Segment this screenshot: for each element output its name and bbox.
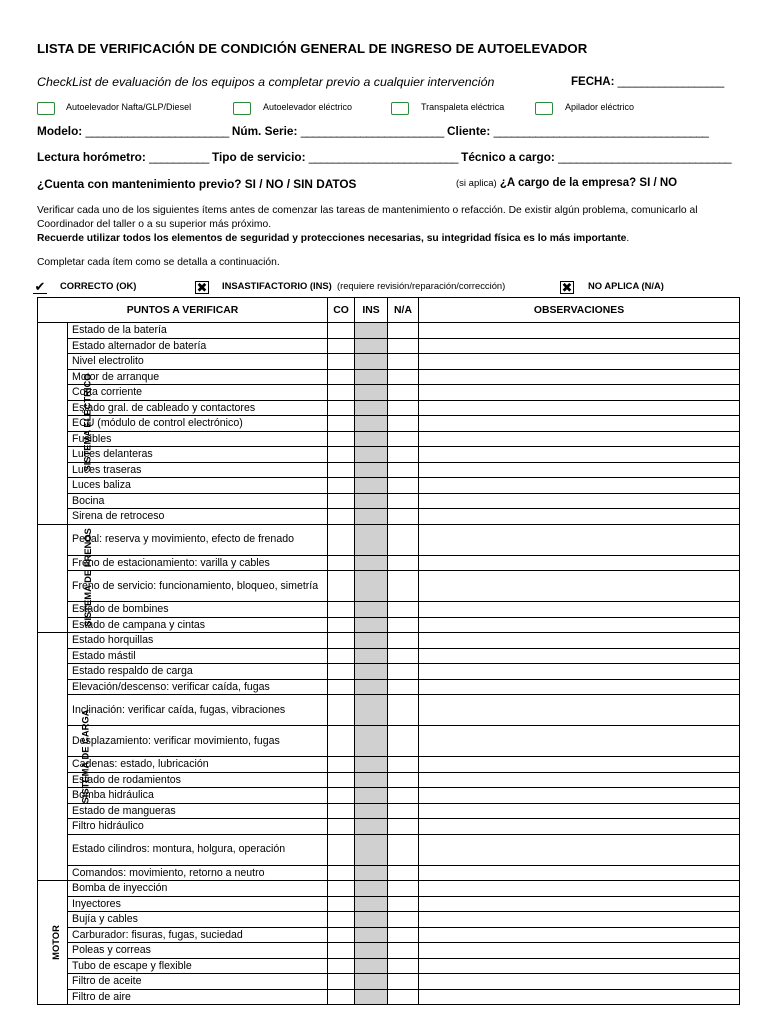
check-item-label: Filtro hidráulico: [68, 819, 328, 835]
check-item-label: Filtro de aceite: [68, 974, 328, 990]
na-cell[interactable]: [388, 788, 419, 804]
obs-cell[interactable]: [419, 478, 740, 494]
check-item-label: Tubo de escape y flexible: [68, 958, 328, 974]
na-cell[interactable]: [388, 974, 419, 990]
obs-cell[interactable]: [419, 447, 740, 463]
na-cell[interactable]: [388, 912, 419, 928]
co-cell[interactable]: [328, 385, 355, 401]
na-cell[interactable]: [388, 447, 419, 463]
check-item-label: Luces baliza: [68, 478, 328, 494]
fecha-line[interactable]: __________________: [617, 76, 724, 88]
ins-cell[interactable]: [355, 524, 388, 555]
co-cell[interactable]: [328, 478, 355, 494]
na-cell[interactable]: [388, 416, 419, 432]
recuerde-end: .: [626, 233, 630, 244]
co-cell[interactable]: [328, 633, 355, 649]
obs-cell[interactable]: [419, 788, 740, 804]
equipment-checkbox-electrico[interactable]: [233, 102, 251, 115]
fields-row-2: [37, 150, 731, 164]
legend-ins-label: INSASTIFACTORIO (INS): [222, 280, 332, 291]
na-cell[interactable]: [388, 819, 419, 835]
table-row: [38, 462, 740, 478]
co-cell[interactable]: [328, 400, 355, 416]
na-cell[interactable]: [388, 726, 419, 757]
obs-cell[interactable]: [419, 834, 740, 865]
obs-cell[interactable]: [419, 989, 740, 1005]
na-cell[interactable]: [388, 803, 419, 819]
na-cell[interactable]: [388, 617, 419, 633]
obs-cell[interactable]: [419, 385, 740, 401]
ins-cell[interactable]: [355, 462, 388, 478]
na-cell[interactable]: [388, 834, 419, 865]
serie-input[interactable]: ________________________: [300, 124, 444, 138]
ins-cell[interactable]: [355, 943, 388, 959]
obs-cell[interactable]: [419, 943, 740, 959]
check-item-label: Estado de bombines: [68, 602, 328, 618]
table-row: [38, 881, 740, 897]
table-row: [38, 509, 740, 525]
check-item-label: Poleas y correas: [68, 943, 328, 959]
obs-cell[interactable]: [419, 648, 740, 664]
checklist-table: [37, 297, 740, 1005]
legend-ins: [222, 280, 505, 291]
na-cell[interactable]: [388, 679, 419, 695]
co-cell[interactable]: [328, 865, 355, 881]
ins-cell[interactable]: [355, 803, 388, 819]
co-cell[interactable]: [328, 819, 355, 835]
ins-cell[interactable]: [355, 664, 388, 680]
na-cell[interactable]: [388, 462, 419, 478]
ins-cell[interactable]: [355, 571, 388, 602]
ins-cell[interactable]: [355, 555, 388, 571]
obs-cell[interactable]: [419, 679, 740, 695]
ins-cell[interactable]: [355, 323, 388, 339]
cliente-label: Cliente:: [447, 124, 491, 138]
co-cell[interactable]: [328, 338, 355, 354]
horometro-input[interactable]: __________: [149, 150, 209, 164]
check-item-label: Carburador: fisuras, fugas, suciedad: [68, 927, 328, 943]
cross-box-icon: ✖: [561, 280, 573, 295]
obs-cell[interactable]: [419, 602, 740, 618]
obs-cell[interactable]: [419, 338, 740, 354]
co-cell[interactable]: [328, 772, 355, 788]
ins-cell[interactable]: [355, 757, 388, 773]
co-cell[interactable]: [328, 943, 355, 959]
ins-cell[interactable]: [355, 338, 388, 354]
table-row: [38, 974, 740, 990]
table-row: [38, 819, 740, 835]
co-cell[interactable]: [328, 648, 355, 664]
na-cell[interactable]: [388, 478, 419, 494]
obs-cell[interactable]: [419, 974, 740, 990]
co-cell[interactable]: [328, 896, 355, 912]
legend-ins-note: (requiere revisión/reparación/corrección): [336, 280, 506, 291]
ins-cell[interactable]: [355, 633, 388, 649]
co-cell[interactable]: [328, 974, 355, 990]
table-row: [38, 679, 740, 695]
ins-cell[interactable]: [355, 354, 388, 370]
check-item-label: Estado respaldo de carga: [68, 664, 328, 680]
co-cell[interactable]: [328, 354, 355, 370]
co-cell[interactable]: [328, 447, 355, 463]
obs-cell[interactable]: [419, 865, 740, 881]
ins-cell[interactable]: [355, 772, 388, 788]
check-item-label: Estado de rodamientos: [68, 772, 328, 788]
table-header-row: [38, 298, 740, 323]
table-row: [38, 493, 740, 509]
table-row: [38, 803, 740, 819]
check-item-label: Comandos: movimiento, retorno a neutro: [68, 865, 328, 881]
ins-cell[interactable]: [355, 509, 388, 525]
table-row: [38, 664, 740, 680]
check-item-label: Inclinación: verificar caída, fugas, vibraciones: [68, 695, 328, 726]
verificar-text: Verificar cada uno de los siguientes ítems antes de comenzar las tareas de mantenimiento o refacción. De existir algún problema, comunicarlo al Coordinador del taller o a su superior más próximo.: [37, 205, 698, 230]
obs-cell[interactable]: [419, 819, 740, 835]
check-item-label: Estado gral. de cableado y contactores: [68, 400, 328, 416]
check-item-label: Filtro de aire: [68, 989, 328, 1005]
co-cell[interactable]: [328, 958, 355, 974]
equipment-checkbox-apilador[interactable]: [535, 102, 553, 115]
co-cell[interactable]: [328, 803, 355, 819]
tecnico-input[interactable]: _____________________________: [558, 150, 732, 164]
obs-cell[interactable]: [419, 803, 740, 819]
table-row: [38, 416, 740, 432]
na-cell[interactable]: [388, 509, 419, 525]
ins-cell[interactable]: [355, 602, 388, 618]
section-label-cell: [38, 881, 68, 1005]
na-cell[interactable]: [388, 772, 419, 788]
obs-cell[interactable]: [419, 726, 740, 757]
table-row: [38, 385, 740, 401]
obs-cell[interactable]: [419, 927, 740, 943]
table-row: [38, 958, 740, 974]
header-na: N/A: [388, 298, 419, 323]
na-cell[interactable]: [388, 369, 419, 385]
obs-cell[interactable]: [419, 431, 740, 447]
checkmark-icon: ✔: [34, 279, 46, 294]
legend-ok-label: CORRECTO (OK): [60, 280, 137, 291]
check-item-label: Estado horquillas: [68, 633, 328, 649]
ins-cell[interactable]: [355, 881, 388, 897]
check-item-label: Luces traseras: [68, 462, 328, 478]
co-cell[interactable]: [328, 912, 355, 928]
na-cell[interactable]: [388, 695, 419, 726]
header-puntos: PUNTOS A VERIFICAR: [38, 298, 328, 323]
check-item-label: Fusibles: [68, 431, 328, 447]
obs-cell[interactable]: [419, 896, 740, 912]
co-cell[interactable]: [328, 927, 355, 943]
modelo-input[interactable]: ________________________: [85, 124, 229, 138]
check-item-label: Bujía y cables: [68, 912, 328, 928]
equipment-label-nafta: Autoelevador Nafta/GLP/Diesel: [66, 102, 192, 112]
obs-cell[interactable]: [419, 323, 740, 339]
ins-cell[interactable]: [355, 400, 388, 416]
modelo-label: Modelo:: [37, 124, 83, 138]
co-cell[interactable]: [328, 369, 355, 385]
co-cell[interactable]: [328, 571, 355, 602]
table-row: [38, 788, 740, 804]
table-row: [38, 834, 740, 865]
check-item-label: Freno de estacionamiento: varilla y cables: [68, 555, 328, 571]
na-cell[interactable]: [388, 865, 419, 881]
mantenimiento-previo[interactable]: ¿Cuenta con mantenimiento previo? SI / NO / SIN DATOS: [37, 177, 357, 191]
cliente-input[interactable]: ____________________________________: [493, 124, 709, 138]
na-cell[interactable]: [388, 385, 419, 401]
ins-cell[interactable]: [355, 385, 388, 401]
equipment-checkbox-nafta[interactable]: [37, 102, 55, 115]
table-row: [38, 865, 740, 881]
table-row: [38, 369, 740, 385]
obs-cell[interactable]: [419, 633, 740, 649]
obs-cell[interactable]: [419, 757, 740, 773]
table-row: [38, 943, 740, 959]
co-cell[interactable]: [328, 323, 355, 339]
ins-cell[interactable]: [355, 927, 388, 943]
equipment-checkbox-transpaleta[interactable]: [391, 102, 409, 115]
check-item-label: Pedal: reserva y movimiento, efecto de frenado: [68, 524, 328, 555]
servicio-input[interactable]: _________________________: [308, 150, 458, 164]
horometro-label: Lectura horómetro:: [37, 150, 146, 164]
obs-cell[interactable]: [419, 354, 740, 370]
na-cell[interactable]: [388, 602, 419, 618]
obs-cell[interactable]: [419, 617, 740, 633]
obs-cell[interactable]: [419, 416, 740, 432]
table-row: [38, 989, 740, 1005]
a-cargo-field[interactable]: [456, 177, 677, 189]
co-cell[interactable]: [328, 989, 355, 1005]
co-cell[interactable]: [328, 416, 355, 432]
obs-cell[interactable]: [419, 571, 740, 602]
equipment-label-apilador: Apilador eléctrico: [565, 102, 635, 112]
table-row: [38, 354, 740, 370]
co-cell[interactable]: [328, 617, 355, 633]
na-cell[interactable]: [388, 757, 419, 773]
form-title: LISTA DE VERIFICACIÓN DE CONDICIÓN GENERAL DE INGRESO DE AUTOELEVADOR: [37, 41, 588, 56]
na-cell[interactable]: [388, 896, 419, 912]
na-cell[interactable]: [388, 943, 419, 959]
na-cell[interactable]: [388, 338, 419, 354]
check-item-label: Motor de arranque: [68, 369, 328, 385]
na-cell[interactable]: [388, 648, 419, 664]
section-label: SISTEMA ELÉCTRICO: [81, 373, 93, 472]
na-cell[interactable]: [388, 881, 419, 897]
check-item-label: Estado cilindros: montura, holgura, operación: [68, 834, 328, 865]
co-cell[interactable]: [328, 431, 355, 447]
table-row: [38, 571, 740, 602]
ins-cell[interactable]: [355, 819, 388, 835]
check-item-label: Cadenas: estado, lubricación: [68, 757, 328, 773]
ins-cell[interactable]: [355, 447, 388, 463]
ins-cell[interactable]: [355, 974, 388, 990]
co-cell[interactable]: [328, 602, 355, 618]
co-cell[interactable]: [328, 726, 355, 757]
ins-cell[interactable]: [355, 478, 388, 494]
co-cell[interactable]: [328, 555, 355, 571]
header-co: CO: [328, 298, 355, 323]
form-subtitle: CheckList de evaluación de los equipos a completar previo a cualquier intervención: [37, 75, 495, 89]
table-row: [38, 602, 740, 618]
ins-cell[interactable]: [355, 912, 388, 928]
equipment-label-electrico: Autoelevador eléctrico: [263, 102, 353, 112]
na-cell[interactable]: [388, 400, 419, 416]
table-row: [38, 633, 740, 649]
si-aplica-label: (si aplica): [456, 178, 497, 189]
na-cell[interactable]: [388, 323, 419, 339]
legend-ok: [60, 280, 136, 291]
na-cell[interactable]: [388, 431, 419, 447]
na-cell[interactable]: [388, 555, 419, 571]
table-row: [38, 695, 740, 726]
check-item-label: Elevación/descenso: verificar caída, fugas: [68, 679, 328, 695]
check-item-label: Estado de mangueras: [68, 803, 328, 819]
header-observaciones: OBSERVACIONES: [419, 298, 740, 323]
na-cell[interactable]: [388, 664, 419, 680]
ins-cell[interactable]: [355, 416, 388, 432]
ins-cell[interactable]: [355, 989, 388, 1005]
table-row: [38, 896, 740, 912]
co-cell[interactable]: [328, 664, 355, 680]
header-ins: INS: [355, 298, 388, 323]
section-label-cell: [38, 524, 93, 633]
check-item-label: Estado de la batería: [68, 323, 328, 339]
check-item-label: Inyectores: [68, 896, 328, 912]
table-row: [38, 478, 740, 494]
co-cell[interactable]: [328, 881, 355, 897]
na-cell[interactable]: [388, 493, 419, 509]
na-cell[interactable]: [388, 958, 419, 974]
table-row: [38, 431, 740, 447]
serie-label: Núm. Serie:: [231, 124, 298, 138]
a-cargo-label: ¿A cargo de la empresa? SI / NO: [499, 177, 678, 189]
section-label-cell: [38, 633, 91, 881]
obs-cell[interactable]: [419, 912, 740, 928]
ins-cell[interactable]: [355, 648, 388, 664]
fields-row-1: [37, 124, 708, 138]
obs-cell[interactable]: [419, 524, 740, 555]
ins-cell[interactable]: [355, 788, 388, 804]
table-row: [38, 927, 740, 943]
co-cell[interactable]: [328, 462, 355, 478]
table-row: [38, 323, 740, 339]
check-item-label: Estado alternador de batería: [68, 338, 328, 354]
co-cell[interactable]: [328, 493, 355, 509]
table-row: [38, 555, 740, 571]
ins-cell[interactable]: [355, 958, 388, 974]
equipment-label-transpaleta: Transpaleta eléctrica: [421, 102, 505, 112]
ins-cell[interactable]: [355, 726, 388, 757]
table-row: [38, 400, 740, 416]
check-item-label: Luces delanteras: [68, 447, 328, 463]
co-cell[interactable]: [328, 509, 355, 525]
table-row: [38, 447, 740, 463]
check-item-label: Nivel electrolito: [68, 354, 328, 370]
ins-cell[interactable]: [355, 369, 388, 385]
ins-cell[interactable]: [355, 679, 388, 695]
cross-box-icon: ✖: [196, 280, 208, 295]
instructions-note: [37, 204, 737, 246]
na-cell[interactable]: [388, 927, 419, 943]
section-label: SISTEMA DE CARGA: [79, 709, 91, 803]
obs-cell[interactable]: [419, 509, 740, 525]
obs-cell[interactable]: [419, 555, 740, 571]
check-item-label: ECU (módulo de control electrónico): [68, 416, 328, 432]
legend-na: [588, 280, 664, 291]
table-row: [38, 912, 740, 928]
table-row: [38, 617, 740, 633]
obs-cell[interactable]: [419, 664, 740, 680]
na-cell[interactable]: [388, 524, 419, 555]
check-item-label: Estado mástil: [68, 648, 328, 664]
tecnico-label: Técnico a cargo:: [461, 150, 555, 164]
ins-cell[interactable]: [355, 896, 388, 912]
table-row: [38, 648, 740, 664]
check-item-label: Bomba de inyección: [68, 881, 328, 897]
co-cell[interactable]: [328, 834, 355, 865]
table-row: [38, 757, 740, 773]
ins-cell[interactable]: [355, 834, 388, 865]
ins-cell[interactable]: [355, 493, 388, 509]
obs-cell[interactable]: [419, 772, 740, 788]
fecha-field[interactable]: [571, 76, 724, 88]
ins-cell[interactable]: [355, 865, 388, 881]
co-cell[interactable]: [328, 788, 355, 804]
check-item-label: Sirena de retroceso: [68, 509, 328, 525]
section-label: SISTEMA DE FRENOS: [81, 528, 93, 628]
obs-cell[interactable]: [419, 369, 740, 385]
ins-cell[interactable]: [355, 695, 388, 726]
obs-cell[interactable]: [419, 493, 740, 509]
check-item-label: Corta corriente: [68, 385, 328, 401]
check-item-label: Freno de servicio: funcionamiento, bloqueo, simetría: [68, 571, 328, 602]
servicio-label: Tipo de servicio:: [211, 150, 306, 164]
table-row: [38, 524, 740, 555]
recuerde-text: Recuerde utilizar todos los elementos de seguridad y protecciones necesarias, su integridad física es lo más importante: [37, 233, 627, 244]
na-cell[interactable]: [388, 354, 419, 370]
co-cell[interactable]: [328, 679, 355, 695]
legend-na-label: NO APLICA (N/A): [588, 280, 664, 291]
co-cell[interactable]: [328, 695, 355, 726]
obs-cell[interactable]: [419, 958, 740, 974]
co-cell[interactable]: [328, 524, 355, 555]
ins-cell[interactable]: [355, 431, 388, 447]
table-row: [38, 772, 740, 788]
fecha-label: FECHA:: [571, 76, 615, 88]
na-cell[interactable]: [388, 571, 419, 602]
check-item-label: Estado de campana y cintas: [68, 617, 328, 633]
na-cell[interactable]: [388, 633, 419, 649]
table-row: [38, 726, 740, 757]
obs-cell[interactable]: [419, 400, 740, 416]
co-cell[interactable]: [328, 757, 355, 773]
ins-cell[interactable]: [355, 617, 388, 633]
obs-cell[interactable]: [419, 695, 740, 726]
obs-cell[interactable]: [419, 462, 740, 478]
table-row: [38, 338, 740, 354]
obs-cell[interactable]: [419, 881, 740, 897]
section-label: MOTOR: [49, 924, 61, 960]
check-item-label: Bocina: [68, 493, 328, 509]
na-cell[interactable]: [388, 989, 419, 1005]
completar-text: Completar cada ítem como se detalla a continuación.: [37, 257, 280, 268]
check-item-label: Desplazamiento: verificar movimiento, fugas: [68, 726, 328, 757]
check-item-label: Bomba hidráulica: [68, 788, 328, 804]
